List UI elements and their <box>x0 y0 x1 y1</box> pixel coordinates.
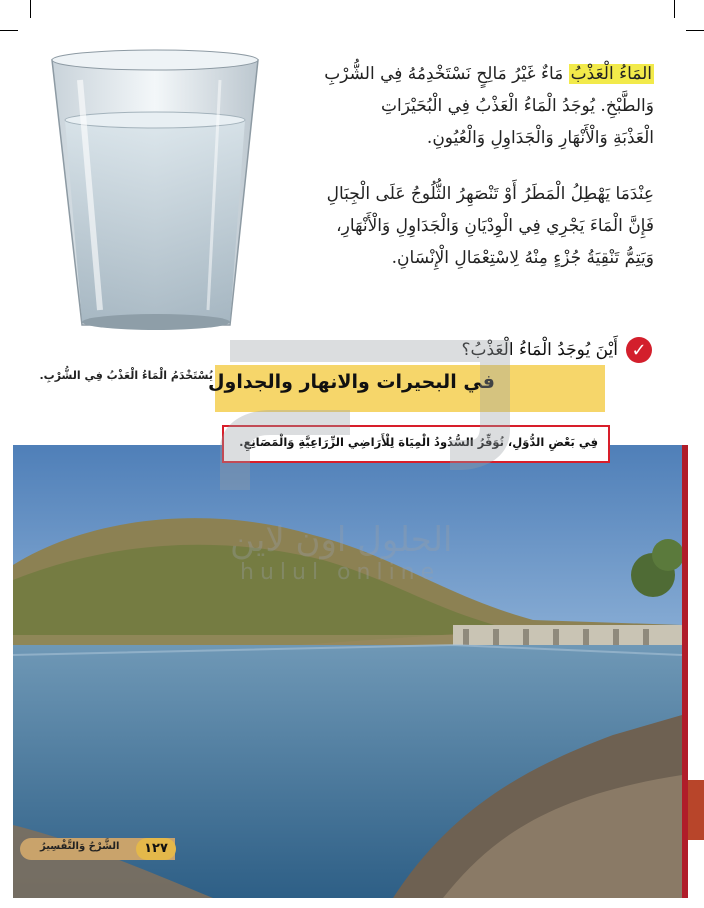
paragraph-line: وَيَتِمُّ تَنْقِيَةُ جُزْءٍ مِنْهُ لِاسْتِعْمَالِ الْإِنْسَانِ. <box>391 248 654 268</box>
paragraph-line: فَإِنَّ الْمَاءَ يَجْرِي فِي الْوِدْيَانِ وَالْجَدَاوِلِ وَالْأَنْهَارِ، <box>336 216 654 236</box>
watermark-arabic: الحلول اون لاين <box>230 520 453 560</box>
paragraph-line: وَالطَّبْخِ. يُوجَدُ الْمَاءُ الْعَذْبُ فِي الْبُحَيْرَاتِ <box>380 96 654 116</box>
crop-mark <box>0 30 18 31</box>
chapter-side-tab <box>688 780 704 840</box>
paragraph-line: الْعَذْبَةِ وَالْأَنْهَارِ وَالْجَدَاوِلِ وَالْعُيُونِ. <box>426 128 654 148</box>
dam-caption-box <box>222 425 610 463</box>
crop-mark <box>30 0 31 18</box>
question-row <box>352 335 652 365</box>
dam-caption: فِي بَعْضِ الدُّوَلِ، تُوَفِّرُ السُّدُودُ الْمِيَاهَ لِلْأَرَاضِي الزِّرَاعِيَّةِ وَالْمَصَانِعِ. <box>239 435 598 449</box>
answer-box <box>208 365 605 412</box>
page-number: ١٢٧ <box>136 838 176 860</box>
watermark-latin: hulul online <box>240 560 441 585</box>
paragraph-line: عِنْدَمَا يَهْطِلُ الْمَطَرُ أَوْ تَنْصَهِرُ الثُّلُوجُ عَلَى الْجِبَالِ <box>326 184 654 204</box>
paragraph-fresh-water-definition <box>294 58 654 154</box>
checkmark-icon: ✓ <box>626 337 652 363</box>
paragraph-line: مَاءٌ غَيْرُ مَالِحٍ نَسْتَخْدِمُهُ فِي الشُّرْبِ <box>324 64 569 84</box>
question-text: أَيْنَ يُوجَدُ الْمَاءُ الْعَذْبُ؟ <box>461 340 618 360</box>
water-glass-image <box>40 40 270 340</box>
answer-text: في البحيرات والانهار والجداول <box>208 371 495 393</box>
footer-label: الشَّرْحُ وَالتَّفْسِيرُ <box>40 841 120 852</box>
glass-caption: يُسْتَخْدَمُ الْمَاءُ الْعَذْبُ فِي الشُّرْبِ. <box>39 369 213 382</box>
paragraph-rain-and-snow <box>294 178 654 274</box>
crop-mark <box>686 30 704 31</box>
highlighted-term: المَاءُ الْعَذْبُ <box>570 64 652 84</box>
crop-mark <box>674 0 675 18</box>
dam-photo <box>13 445 682 898</box>
